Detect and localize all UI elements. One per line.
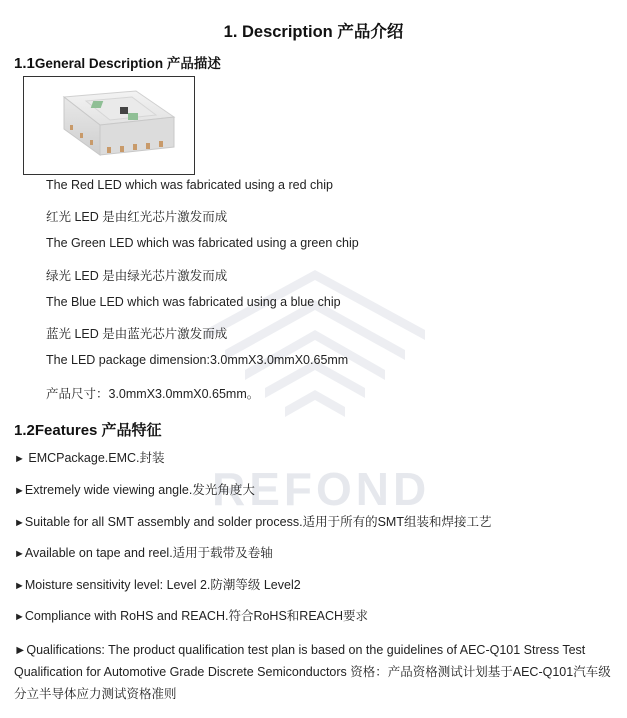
arrow-icon: ► [14,485,25,497]
watermark-text: REFOND [212,463,431,515]
feature-item: ►Available on tape and reel.适用于载带及卷轴 [14,546,273,560]
desc-line-2: 红光 LED 是由红光芯片激发而成 [46,210,228,224]
desc-line-8: 产品尺寸：3.0mmX3.0mmX0.65mm。 [46,387,260,401]
feature-item: ►Compliance with RoHS and REACH.符合RoHS和REACH要求 [14,609,369,623]
heading-text: General Description 产品描述 [34,56,221,71]
features-heading: 1.2Features 产品特征 [14,422,162,439]
arrow-icon: ► [14,453,25,465]
arrow-icon: ► [14,548,25,560]
desc-line-3: The Green LED which was fabricated using a green chip [46,236,359,250]
desc-line-1: The Red LED which was fabricated using a red chip [46,178,333,192]
arrow-icon: ► [14,611,25,623]
page-title: 1. Description 产品介绍 [223,23,404,41]
desc-line-5: The Blue LED which was fabricated using a blue chip [46,295,341,309]
desc-line-7: The LED package dimension:3.0mmX3.0mmX0.65mm [46,353,349,367]
heading-number: 1.1 [14,55,35,72]
desc-line-6: 蓝光 LED 是由蓝光芯片激发而成 [46,327,228,341]
feature-item: ►Moisture sensitivity level: Level 2.防潮等级 Level2 [14,578,301,592]
general-description-heading [14,52,221,72]
led-package-photo [23,76,195,175]
arrow-icon: ► [14,643,27,657]
feature-item: ►Extremely wide viewing angle.发光角度大 [14,483,255,497]
arrow-icon: ► [14,580,25,592]
desc-line-4: 绿光 LED 是由绿光芯片激发而成 [46,269,228,283]
arrow-icon: ► [14,517,25,529]
qualification-paragraph: ►Qualifications: The product qualification test plan is based on the guidelines of AEC-Q101 Stress Test Qualification for Automotive Grade Discrete Semiconductors 资格：产品资格测试计划基于AEC-Q101汽车级分立半导体应力测试资格准则 [14,643,611,701]
feature-item: ►Suitable for all SMT assembly and solder process.适用于所有的SMT组装和焊接工艺 [14,515,492,529]
feature-item: ► EMCPackage.EMC.封装 [14,451,165,465]
